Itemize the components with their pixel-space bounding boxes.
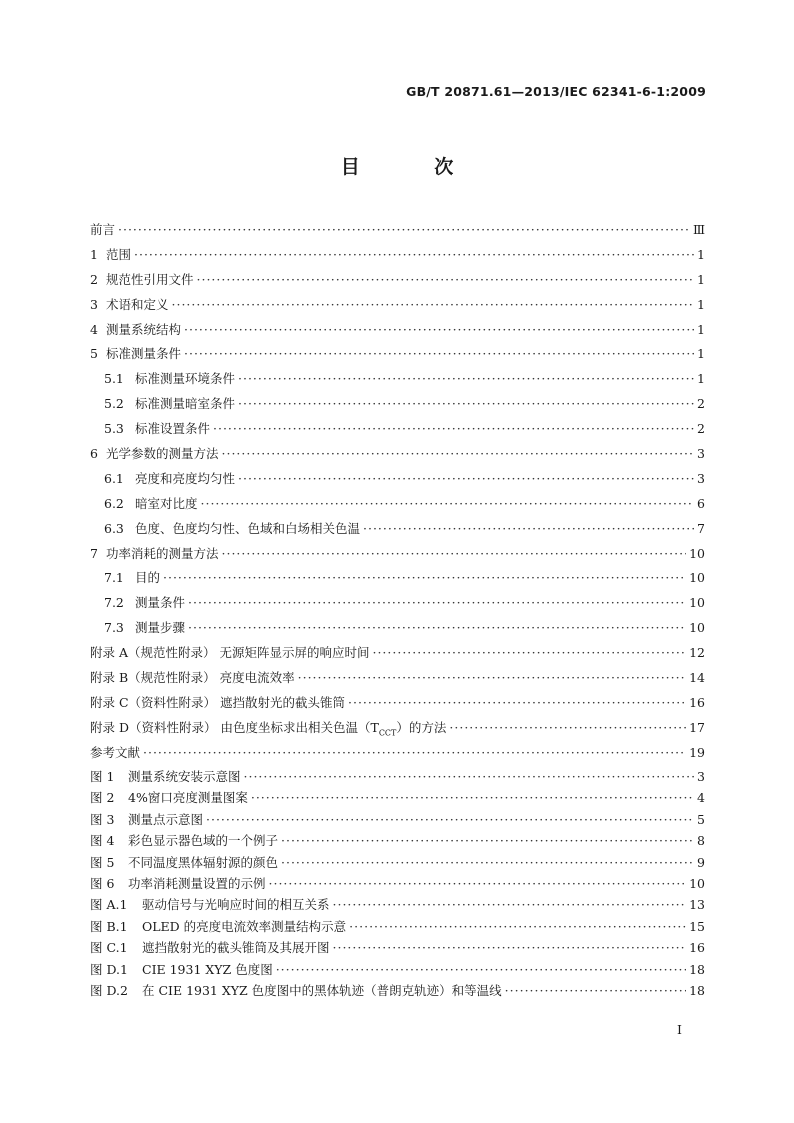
toc-entry-label <box>104 566 160 591</box>
leader-dots <box>118 218 690 243</box>
toc-entry-title: 不同温度黑体辐射源的颜色 <box>128 854 279 870</box>
toc-entry-number: 7.2 <box>104 595 124 611</box>
toc-entry-title: 标准测量条件 <box>106 346 182 362</box>
toc-entry-label <box>90 243 131 268</box>
toc-entry-title: 标准测量暗室条件 <box>135 396 236 412</box>
leader-dots <box>281 852 694 873</box>
toc-entry-number: 7 <box>90 545 98 561</box>
leader-dots <box>184 342 694 367</box>
toc-entry[interactable] <box>90 666 705 691</box>
toc-entry-page: 12 <box>689 645 705 661</box>
leader-dots <box>206 809 694 830</box>
toc-entry[interactable] <box>90 766 705 787</box>
leader-dots <box>238 367 694 392</box>
toc-entry[interactable] <box>90 852 705 873</box>
toc-entry-number: 图 C.1 <box>90 940 128 956</box>
toc-entry-page: 10 <box>689 595 705 611</box>
toc-entry-page: 7 <box>697 520 705 536</box>
toc-entry-page: 4 <box>697 790 705 806</box>
toc-entry[interactable] <box>90 367 705 392</box>
toc-entry-title: 规范性引用文件 <box>106 271 194 287</box>
toc-entry[interactable] <box>90 492 705 517</box>
leader-dots <box>251 787 694 808</box>
toc-entry-page: 17 <box>689 719 705 735</box>
toc-entry-page: 3 <box>697 446 705 462</box>
toc-entry[interactable] <box>90 566 705 591</box>
toc-entry-page: 10 <box>689 875 705 891</box>
toc-entry-number: 6.2 <box>104 495 124 511</box>
leader-dots <box>505 980 686 1001</box>
leader-dots <box>238 392 694 417</box>
leader-dots <box>298 666 686 691</box>
toc-entry-page: 2 <box>697 421 705 437</box>
toc-entry-label <box>90 218 115 243</box>
toc-entry-number: 7.3 <box>104 620 124 636</box>
toc-entry-page: 1 <box>697 296 705 312</box>
toc-entry[interactable] <box>90 916 705 937</box>
toc-entry-label <box>104 367 235 392</box>
toc-entry-number: 图 5 <box>90 854 115 870</box>
toc-entry-title: 测量系统结构 <box>106 321 182 337</box>
toc-entry-label <box>104 616 185 641</box>
leader-dots <box>269 873 687 894</box>
toc-entry-number: 图 1 <box>90 769 115 784</box>
toc-entry-label <box>90 318 181 343</box>
toc-entry-page: 1 <box>697 371 705 387</box>
toc-entry[interactable] <box>90 741 705 766</box>
toc-entry-label <box>90 691 345 716</box>
toc-entry-number: 2 <box>90 271 98 287</box>
toc-entry-number: 3 <box>90 296 98 312</box>
toc-entry-page: 19 <box>689 744 705 760</box>
leader-dots <box>238 467 694 492</box>
page-title: 目 次 <box>340 156 488 178</box>
toc-entry-number: 4 <box>90 321 98 337</box>
standard-code: GB/T 20871.61—2013/IEC 62341-6-1:2009 <box>406 84 706 99</box>
toc-entry[interactable] <box>90 268 705 293</box>
toc-entry[interactable] <box>90 318 705 343</box>
toc-entry-label <box>104 417 210 442</box>
toc-entry[interactable] <box>90 417 705 442</box>
leader-dots <box>349 916 686 937</box>
toc-entry-label <box>90 937 330 958</box>
toc-entry[interactable] <box>90 787 705 808</box>
toc-entry[interactable] <box>90 293 705 318</box>
toc-entry[interactable] <box>90 894 705 915</box>
toc-entry[interactable] <box>90 467 705 492</box>
toc-entry-title: OLED 的亮度电流效率测量结构示意 <box>142 918 347 934</box>
leader-dots <box>143 741 686 766</box>
leader-dots <box>222 542 687 567</box>
toc-entry-number: 1 <box>90 246 98 262</box>
toc-entry-title: 标准测量环境条件 <box>135 371 236 387</box>
toc-entry-label <box>90 542 219 567</box>
toc-entry-number: 5.3 <box>104 421 124 437</box>
toc-entry-number: 6 <box>90 446 98 462</box>
leader-dots <box>213 417 694 442</box>
toc-entry-page: 8 <box>697 833 705 849</box>
table-of-contents <box>90 218 705 766</box>
leader-dots <box>172 293 695 318</box>
toc-entry-title: 功率消耗测量设置的示例 <box>128 875 266 891</box>
leader-dots <box>348 691 686 716</box>
toc-entry-label <box>90 809 203 830</box>
toc-entry[interactable] <box>90 342 705 367</box>
toc-entry-title: 附录 A（规范性附录） 无源矩阵显示屏的响应时间 <box>90 645 370 661</box>
toc-entry-page: 2 <box>697 396 705 412</box>
toc-entry-title: 术语和定义 <box>106 296 169 312</box>
toc-entry-title: 功率消耗的测量方法 <box>106 545 219 561</box>
toc-entry[interactable] <box>90 873 705 894</box>
toc-entry-label <box>90 641 369 666</box>
toc-entry[interactable] <box>90 218 705 243</box>
toc-entry-label <box>90 894 330 915</box>
toc-entry-number: 图 4 <box>90 833 115 849</box>
toc-entry-number: 图 A.1 <box>90 897 128 913</box>
toc-entry-label <box>90 873 266 894</box>
toc-entry[interactable] <box>90 716 705 741</box>
toc-entry-page: 5 <box>697 811 705 827</box>
toc-entry-number: 7.1 <box>104 570 124 586</box>
toc-entry-title: 测量点示意图 <box>128 811 204 827</box>
toc-entry-title: 色度、色度均匀性、色域和白场相关色温 <box>135 520 361 536</box>
leader-dots <box>244 766 695 787</box>
toc-entry-page: 14 <box>689 670 705 686</box>
toc-entry-label <box>90 959 273 980</box>
toc-entry[interactable] <box>90 980 705 1001</box>
toc-entry-title: 参考文献 <box>90 744 141 760</box>
toc-entry-number: 图 3 <box>90 811 115 827</box>
toc-entry-number: 图 B.1 <box>90 918 128 934</box>
toc-entry-label <box>90 342 181 367</box>
toc-entry-label <box>90 293 169 318</box>
toc-entry-title: 范围 <box>106 246 132 262</box>
toc-entry-page: 1 <box>697 271 705 287</box>
toc-entry-page: 3 <box>697 470 705 486</box>
toc-entry-label <box>90 916 346 937</box>
toc-entry-label <box>104 392 235 417</box>
toc-entry-label <box>104 467 235 492</box>
toc-entry-label <box>90 980 502 1001</box>
toc-entry-title: 附录 C（资料性附录） 遮挡散射光的截头锥筒 <box>90 694 346 710</box>
toc-entry-subscript: CCT <box>378 728 397 738</box>
leader-dots <box>163 566 686 591</box>
leader-dots <box>184 318 694 343</box>
toc-entry-number: 图 2 <box>90 790 115 806</box>
toc-entry-label <box>104 517 360 542</box>
toc-entry-page: Ⅲ <box>692 222 705 237</box>
toc-entry[interactable] <box>90 937 705 958</box>
toc-entry-title: 前言 <box>90 222 116 237</box>
toc-entry-title: 在 CIE 1931 XYZ 色度图中的黑体轨迹（普朗克轨迹）和等温线 <box>142 982 502 998</box>
toc-entry-page: 15 <box>689 918 705 934</box>
leader-dots <box>333 894 687 915</box>
toc-entry-page: 10 <box>689 545 705 561</box>
toc-entry-page: 10 <box>689 620 705 636</box>
toc-entry-label <box>90 787 248 808</box>
toc-entry-title: CIE 1931 XYZ 色度图 <box>142 961 273 977</box>
toc-entry-label <box>90 766 241 787</box>
leader-dots <box>222 442 695 467</box>
toc-entry[interactable] <box>90 243 705 268</box>
toc-entry-title: 4%窗口亮度测量图案 <box>128 790 248 806</box>
toc-entry-title: 附录 B（规范性附录） 亮度电流效率 <box>90 670 295 686</box>
toc-entry-label <box>90 830 278 851</box>
leader-dots <box>201 492 695 517</box>
toc-entry[interactable] <box>90 830 705 851</box>
toc-entry[interactable] <box>90 517 705 542</box>
toc-entry-page: 10 <box>689 570 705 586</box>
toc-entry-title: 光学参数的测量方法 <box>106 446 219 462</box>
toc-entry-label <box>90 666 295 691</box>
toc-entry-title: 标准设置条件 <box>135 421 211 437</box>
leader-dots <box>188 591 686 616</box>
page-number: I <box>677 1022 682 1037</box>
toc-entry-title-tail: ）的方法 <box>396 719 447 735</box>
leader-dots <box>449 716 686 741</box>
toc-entry-label <box>104 591 185 616</box>
toc-entry[interactable] <box>90 641 705 666</box>
leader-dots <box>276 959 686 980</box>
leader-dots <box>363 517 694 542</box>
toc-entry-label <box>90 442 219 467</box>
toc-entry-number: 图 6 <box>90 875 115 891</box>
toc-entry[interactable] <box>90 392 705 417</box>
toc-entry-label <box>90 268 194 293</box>
toc-entry-page: 9 <box>697 854 705 870</box>
toc-entry-page: 18 <box>689 961 705 977</box>
toc-entry-title: 亮度和亮度均匀性 <box>135 470 236 486</box>
toc-entry-page: 13 <box>689 897 705 913</box>
toc-entry-number: 图 D.2 <box>90 982 128 998</box>
leader-dots <box>372 641 686 666</box>
toc-entry-page: 6 <box>697 495 705 511</box>
toc-entry[interactable] <box>90 442 705 467</box>
toc-entry-title: 测量系统安装示意图 <box>128 769 241 784</box>
leader-dots <box>188 616 686 641</box>
leader-dots <box>134 243 694 268</box>
toc-entry[interactable] <box>90 691 705 716</box>
toc-entry-title: 遮挡散射光的截头锥筒及其展开图 <box>142 940 330 956</box>
toc-entry-number: 6.1 <box>104 470 124 486</box>
toc-entry-page: 1 <box>697 246 705 262</box>
leader-dots <box>333 937 687 958</box>
leader-dots <box>197 268 695 293</box>
toc-entry-number: 5.2 <box>104 396 124 412</box>
leader-dots <box>281 830 694 851</box>
toc-entry-title: 附录 D（资料性附录） 由色度坐标求出相关色温（T <box>90 719 379 735</box>
toc-entry[interactable] <box>90 959 705 980</box>
toc-entry-page: 1 <box>697 346 705 362</box>
toc-entry-title: 暗室对比度 <box>135 495 198 511</box>
toc-entry-label <box>90 852 278 873</box>
toc-entry-number: 图 D.1 <box>90 961 128 977</box>
toc-entry-number: 5 <box>90 346 98 362</box>
toc-entry[interactable] <box>90 591 705 616</box>
toc-entry-page: 3 <box>697 769 705 784</box>
toc-entry-page: 16 <box>689 940 705 956</box>
toc-entry-title: 驱动信号与光响应时间的相互关系 <box>142 897 330 913</box>
list-of-figures <box>90 766 705 1001</box>
toc-entry-number: 6.3 <box>104 520 124 536</box>
toc-entry[interactable] <box>90 809 705 830</box>
toc-entry-title: 测量条件 <box>135 595 186 611</box>
toc-entry[interactable] <box>90 616 705 641</box>
toc-entry-number: 5.1 <box>104 371 124 387</box>
toc-entry-page: 1 <box>697 321 705 337</box>
toc-entry-title: 目的 <box>135 570 161 586</box>
toc-entry-title: 测量步骤 <box>135 620 186 636</box>
toc-entry-title: 彩色显示器色域的一个例子 <box>128 833 279 849</box>
toc-entry[interactable] <box>90 542 705 567</box>
toc-entry-label <box>90 741 140 766</box>
toc-entry-page: 16 <box>689 694 705 710</box>
toc-entry-page: 18 <box>689 982 705 998</box>
toc-entry-label <box>104 492 198 517</box>
